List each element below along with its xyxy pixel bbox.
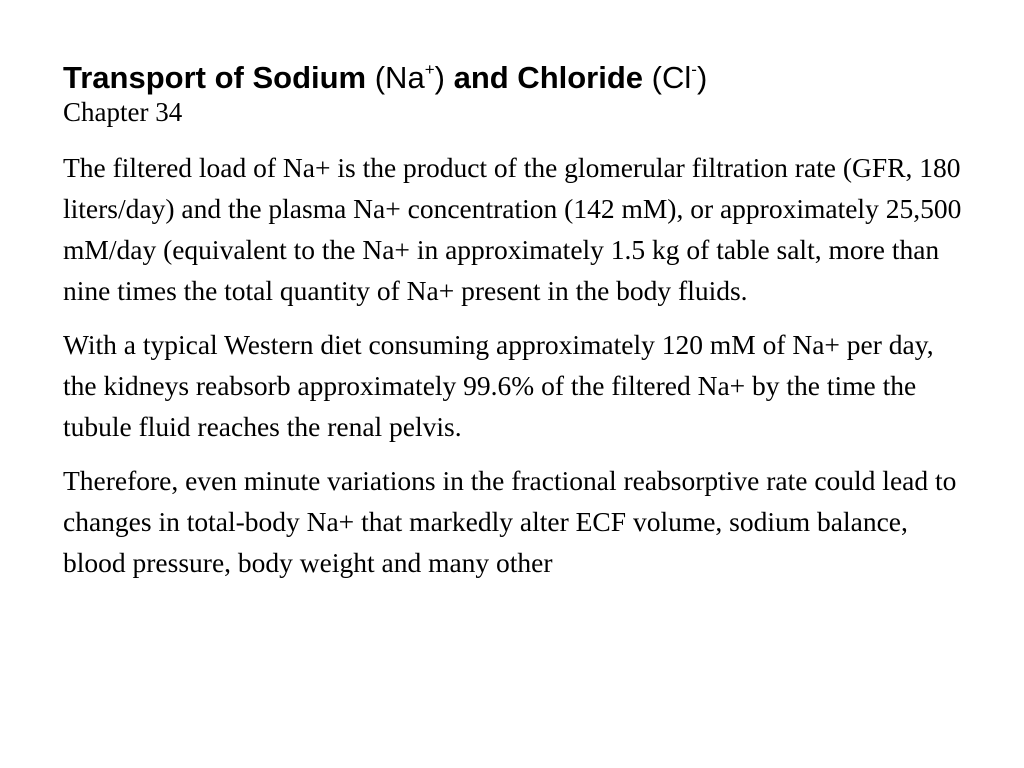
title-sodium: Transport of Sodium <box>63 60 367 95</box>
title-chloride: and Chloride <box>444 60 644 95</box>
paragraph-filtered-load: The filtered load of Na+ is the product of the glomerular filtration rate (GFR, 180 liters/day) and the plasma Na+ concentration (142 mM), or approximately 25,500 mM/day (equivalent to the Na+ in approximately 1.5 kg of table salt, more than nine times the total quantity of Na+ present in the body fluids. <box>63 152 962 306</box>
title-na-close: ) <box>434 60 445 95</box>
title-cl-close: ) <box>696 60 708 95</box>
title-cl-open: (Cl <box>643 60 692 95</box>
title-cl-superscript: - <box>691 59 697 79</box>
paragraph-reabsorption: With a typical Western diet consuming approximately 120 mM of Na+ per day, the kidneys reabsorb approximately 99.6% of the filtered Na+ by the time the tubule fluid reaches the renal pelvis. <box>63 329 934 442</box>
chapter-subtitle: Chapter 34 <box>63 97 183 127</box>
paragraph-variations: Therefore, even minute variations in the fractional reabsorptive rate could lead to changes in total-body Na+ that markedly alter ECF volume, sodium balance, blood pressure, body weight and many other <box>63 465 957 578</box>
title-na-superscript: + <box>424 59 435 79</box>
title-na-open: (Na <box>366 60 425 95</box>
slide-title <box>63 60 968 96</box>
